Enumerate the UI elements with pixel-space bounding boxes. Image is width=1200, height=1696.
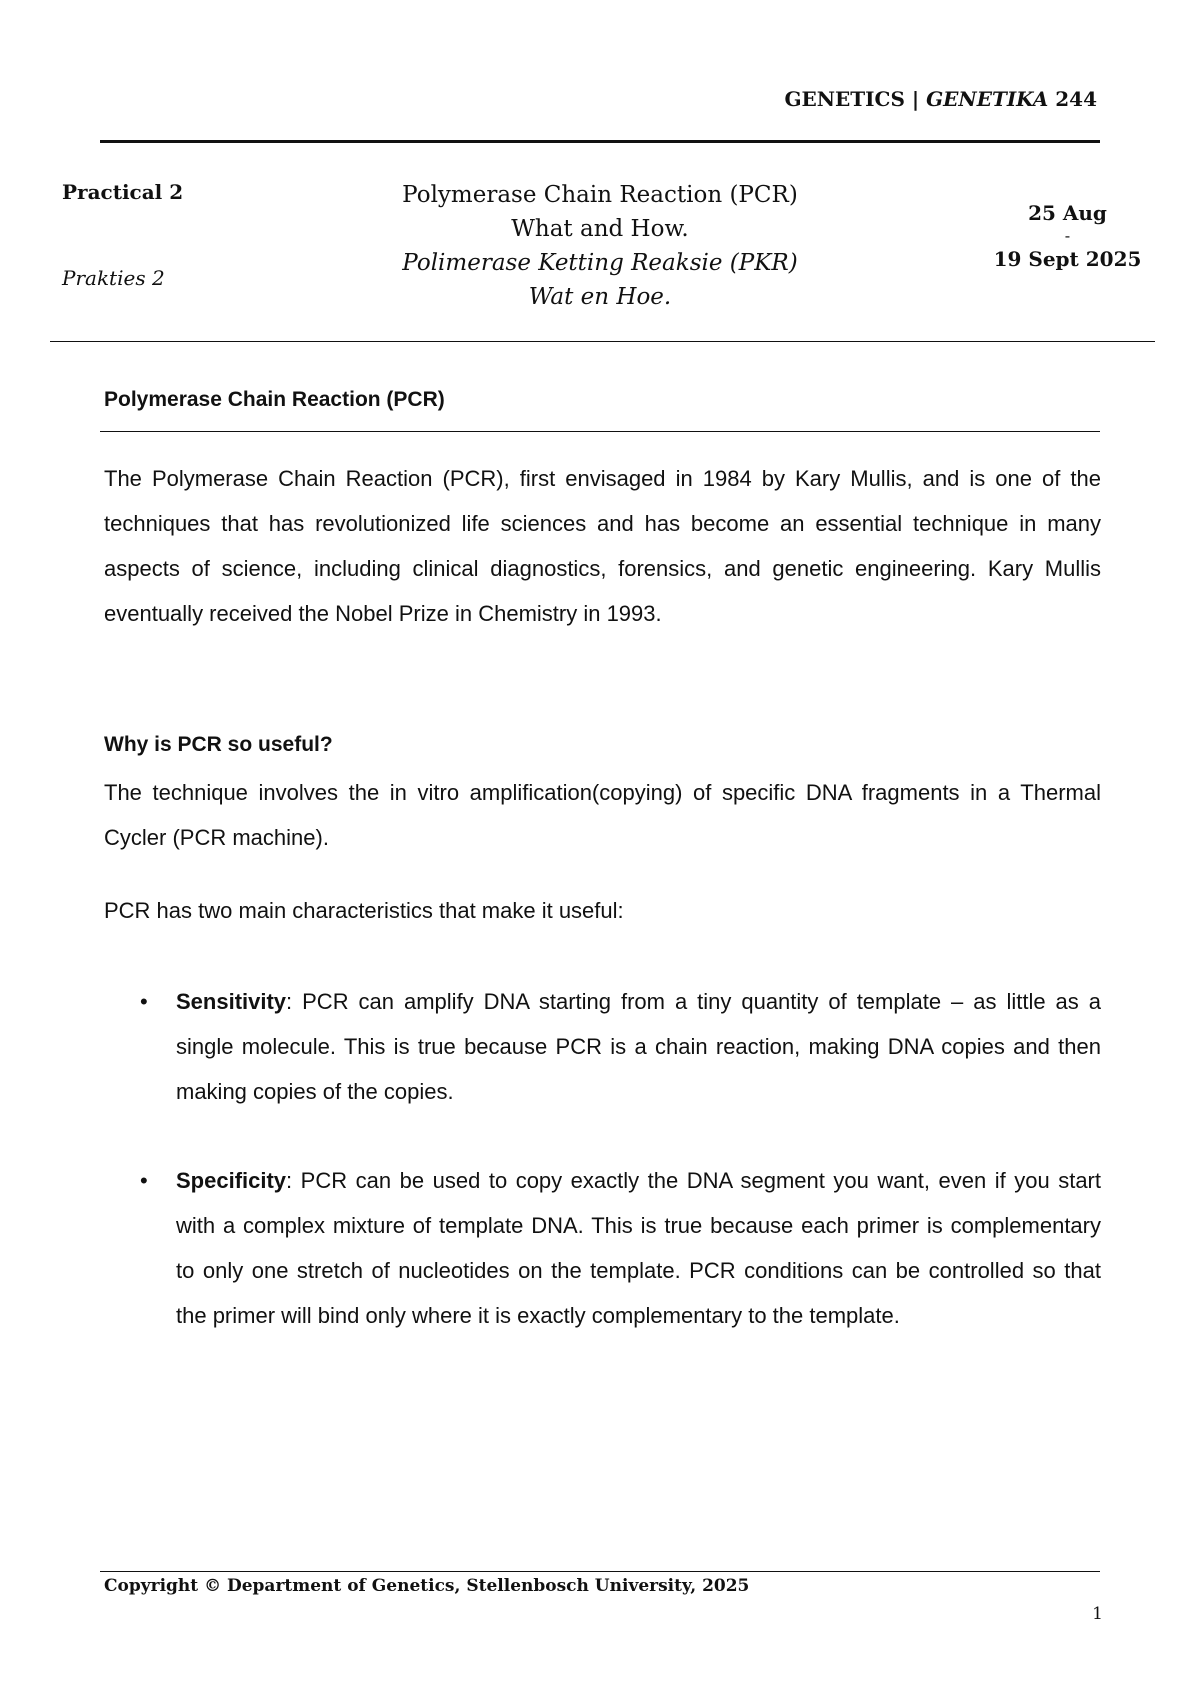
title-af-line1: Polimerase Ketting Reaksie (PKR) [402,250,798,276]
header-top-rule [100,140,1100,143]
list-item-term: Sensitivity [176,989,287,1014]
bullet-marker: • [140,1168,148,1193]
title-af-line2: Wat en Hoe. [528,284,672,310]
section-heading: Polymerase Chain Reaction (PCR) [104,388,445,411]
course-code: GENETICS | [784,87,920,111]
course-number: 244 [1055,87,1097,111]
list-item-text: : PCR can be used to copy exactly the DNA segment you want, even if you start with a complex mixture of template DNA. This is true because each primer is complementary to only one stretch of nucleotides on the template. PCR conditions can be controlled so that the primer will bind only where it is exactly complementary to the template. [176,1168,1101,1328]
list-item-text: : PCR can amplify DNA starting from a tiny quantity of template – as little as a single molecule. This is true because PCR is a chain reaction, making DNA copies and then making copies of the copies. [176,989,1101,1104]
practical-label-af: Prakties 2 [62,266,165,290]
list-item-specificity [176,1158,1101,1338]
list-item-sensitivity [176,979,1101,1114]
date-start: 25 Aug [1028,201,1107,225]
date-range [990,200,1145,272]
course-label [784,87,1097,111]
characteristics-lead: PCR has two main characteristics that make it useful: [104,898,624,923]
date-end: 19 Sept 2025 [993,247,1142,271]
list-item-term: Specificity [176,1168,287,1193]
intro-paragraph: The Polymerase Chain Reaction (PCR), first envisaged in 1984 by Kary Mullis, and is one of the techniques that has revolutionized life sciences and has become an essential technique in many aspects of science, including clinical diagnostics, forensics, and genetic engineering. Kary Mullis eventually received the Nobel Prize in Chemistry in 1993. [104,466,1101,626]
section-heading-rule [100,431,1100,432]
footer-rule [100,1571,1100,1572]
page-number: 1 [1092,1604,1103,1624]
title-en-line2: What and How. [511,216,689,242]
why-paragraph: The technique involves the in vitro amplification(copying) of specific DNA fragments in a Thermal Cycler (PCR machine). [104,780,1101,850]
why-heading: Why is PCR so useful? [104,733,333,756]
copyright-notice: Copyright © Department of Genetics, Stellenbosch University, 2025 [104,1576,750,1596]
title-en-line1: Polymerase Chain Reaction (PCR) [402,182,798,208]
practical-label-en: Practical 2 [62,180,184,204]
bullet-marker: • [140,989,148,1014]
date-separator: - [1064,226,1071,245]
header-bottom-rule [50,341,1155,342]
page-title [380,178,820,314]
course-code-afrikaans: GENETIKA [926,87,1049,111]
